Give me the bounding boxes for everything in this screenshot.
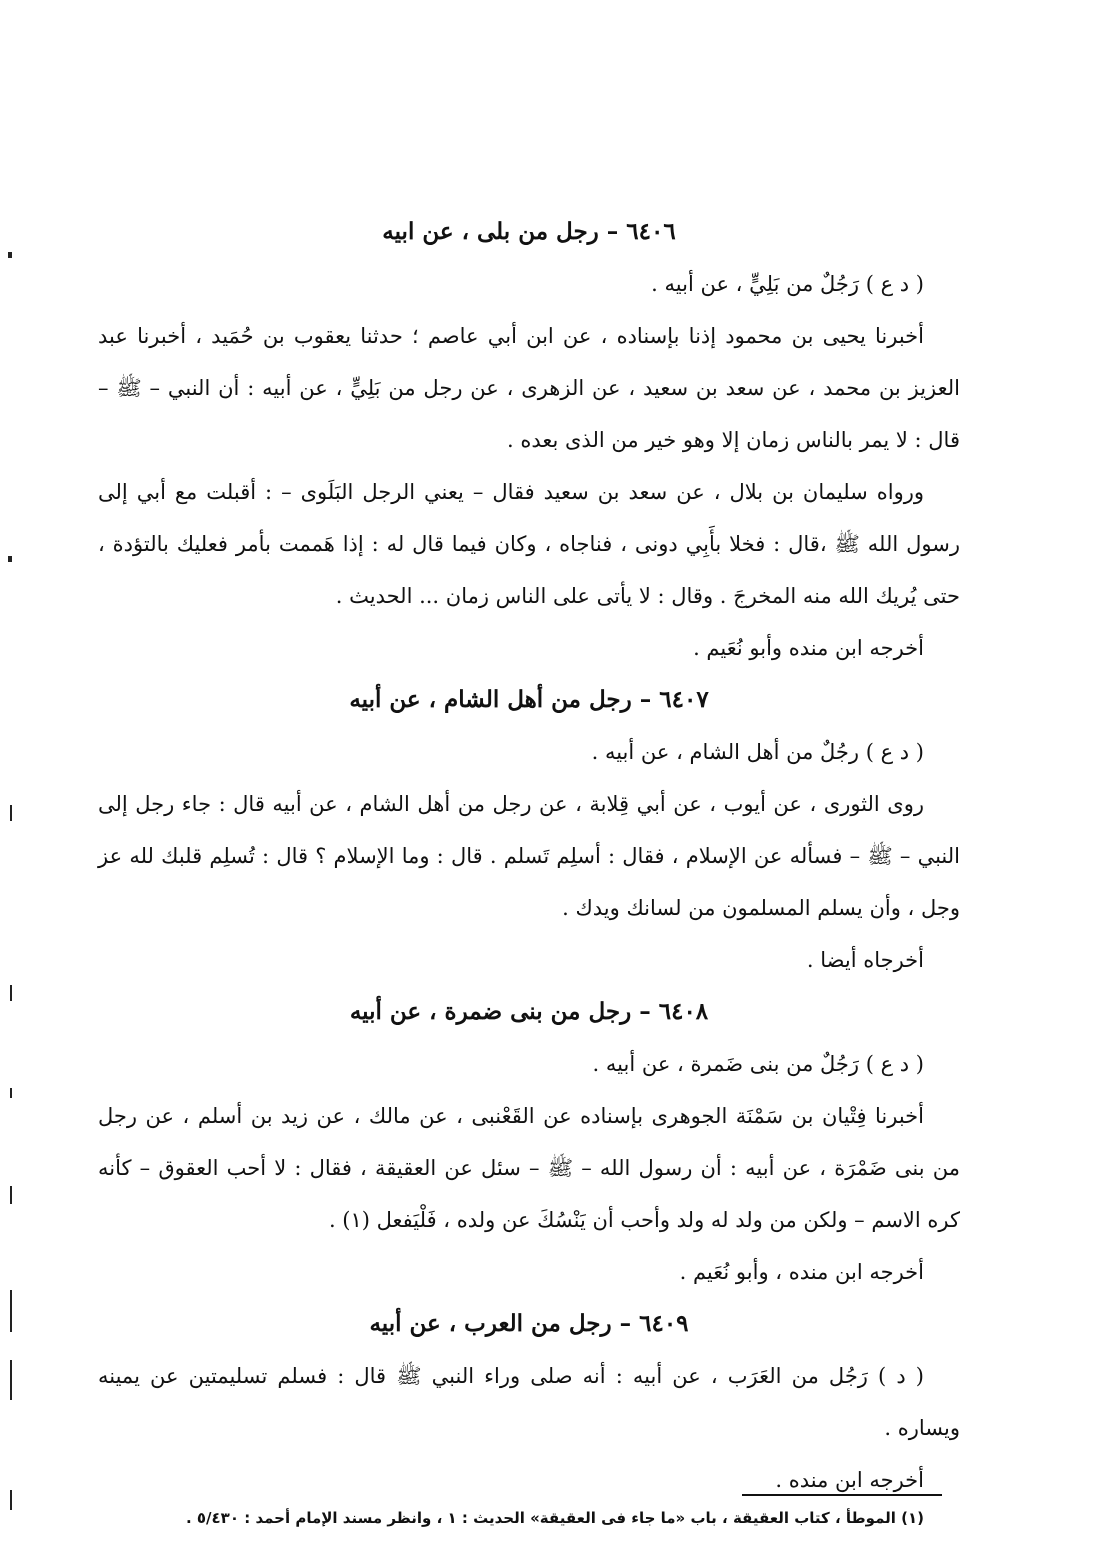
entry-lead: ( د ع ) رجُلٌ من أهل الشام ، عن أبيه . — [591, 740, 924, 764]
entry-attribution: أخرجاه أيضا . — [806, 948, 924, 972]
entry-heading: ٦٤٠٩ – رجل من العرب ، عن أبيه — [369, 1310, 689, 1337]
scan-speck — [8, 556, 12, 562]
entry-lead: ( د ع ) رَجُلٌ من بنى ضَمرة ، عن أبيه . — [592, 1052, 924, 1076]
entry-6406 — [98, 206, 960, 674]
entry-paragraph: أخبرنا فِتْيان بن سَمْنَة الجوهرى بإسناده عن القَعْنبى ، عن مالك ، عن زيد بن أسلم ، عن رجل من بنى ضَمْرَة ، عن أبيه : أن رسول الله – ﷺ – سئل عن العقيقة ، فقال : لا أحب العقوق – كأنه كره الاسم – ولكن من ولد له ولد وأحب أن يَنْسُكَ عن ولده ، فَلْيَفعل (١) . — [98, 1104, 960, 1232]
entry-paragraph: أخبرنا يحيى بن محمود إذنا بإسناده ، عن ابن أبي عاصم ؛ حدثنا يعقوب بن حُمَيد ، أخبرنا عبد العزيز بن محمد ، عن سعد بن سعيد ، عن الزهرى ، عن رجل من بَلِيٍّ ، عن أبيه : أن النبي – ﷺ – قال : لا يمر بالناس زمان إلا وهو خير من الذى بعده . — [98, 324, 960, 452]
entry-lead: ( د ع ) رَجُلٌ من بَلِيٍّ ، عن أبيه . — [651, 272, 924, 296]
scan-mark — [10, 1290, 12, 1332]
entry-6409 — [98, 1298, 960, 1506]
entry-6407 — [98, 674, 960, 986]
scan-mark — [10, 1360, 12, 1400]
entry-attribution: أخرجه ابن منده ، وأبو نُعَيم . — [679, 1260, 924, 1284]
entry-lead: ( د ) رَجُل من العَرَب ، عن أبيه : أنه صلى وراء النبي ﷺ قال : فسلم تسليمتين عن يمينه ويساره . — [98, 1364, 960, 1440]
footnote-divider — [742, 1494, 942, 1496]
scan-mark — [10, 985, 12, 1001]
entry-paragraph: ورواه سليمان بن بلال ، عن سعد بن سعيد فقال – يعني الرجل البَلَوى – : أقبلت مع أبي إلى رسول الله ﷺ ،قال : فخلا بأَبِي دونى ، فناجاه ، وكان فيما قال له : إذا هَممت بأمر فعليك بالتؤدة ، حتى يُريك الله منه المخرجَ . وقال : لا يأتى على الناس زمان ... الحديث . — [98, 480, 960, 608]
main-text — [98, 206, 960, 1506]
entry-heading: ٦٤٠٨ – رجل من بنى ضمرة ، عن أبيه — [349, 998, 709, 1025]
footnote: (١) الموطأ ، كتاب العقيقة ، باب «ما جاء فى العقيقة» الحديث : ١ ، وانظر مسند الإمام أحمد : ٥/٤٣٠ . — [185, 1509, 924, 1527]
entry-paragraph: روى الثورى ، عن أيوب ، عن أبي قِلابة ، عن رجل من أهل الشام ، عن أبيه قال : جاء رجل إلى النبي – ﷺ – فسأله عن الإسلام ، فقال : أسلِم تَسلم . قال : وما الإسلام ؟ قال : تُسلِم قلبك لله عز وجل ، وأن يسلم المسلمون من لسانك ويدك . — [98, 792, 960, 920]
scan-speck — [8, 252, 12, 258]
scan-mark — [10, 1490, 12, 1510]
scan-mark — [10, 1088, 12, 1098]
scan-mark — [10, 805, 12, 821]
entry-attribution: أخرجه ابن منده . — [775, 1468, 924, 1492]
scan-mark — [10, 1186, 12, 1204]
entry-heading: ٦٤٠٦ – رجل من بلى ، عن ابيه — [382, 218, 676, 245]
entry-heading: ٦٤٠٧ – رجل من أهل الشام ، عن أبيه — [349, 686, 709, 713]
entry-attribution: أخرجه ابن منده وأبو نُعَيم . — [693, 636, 924, 660]
entry-6408 — [98, 986, 960, 1298]
